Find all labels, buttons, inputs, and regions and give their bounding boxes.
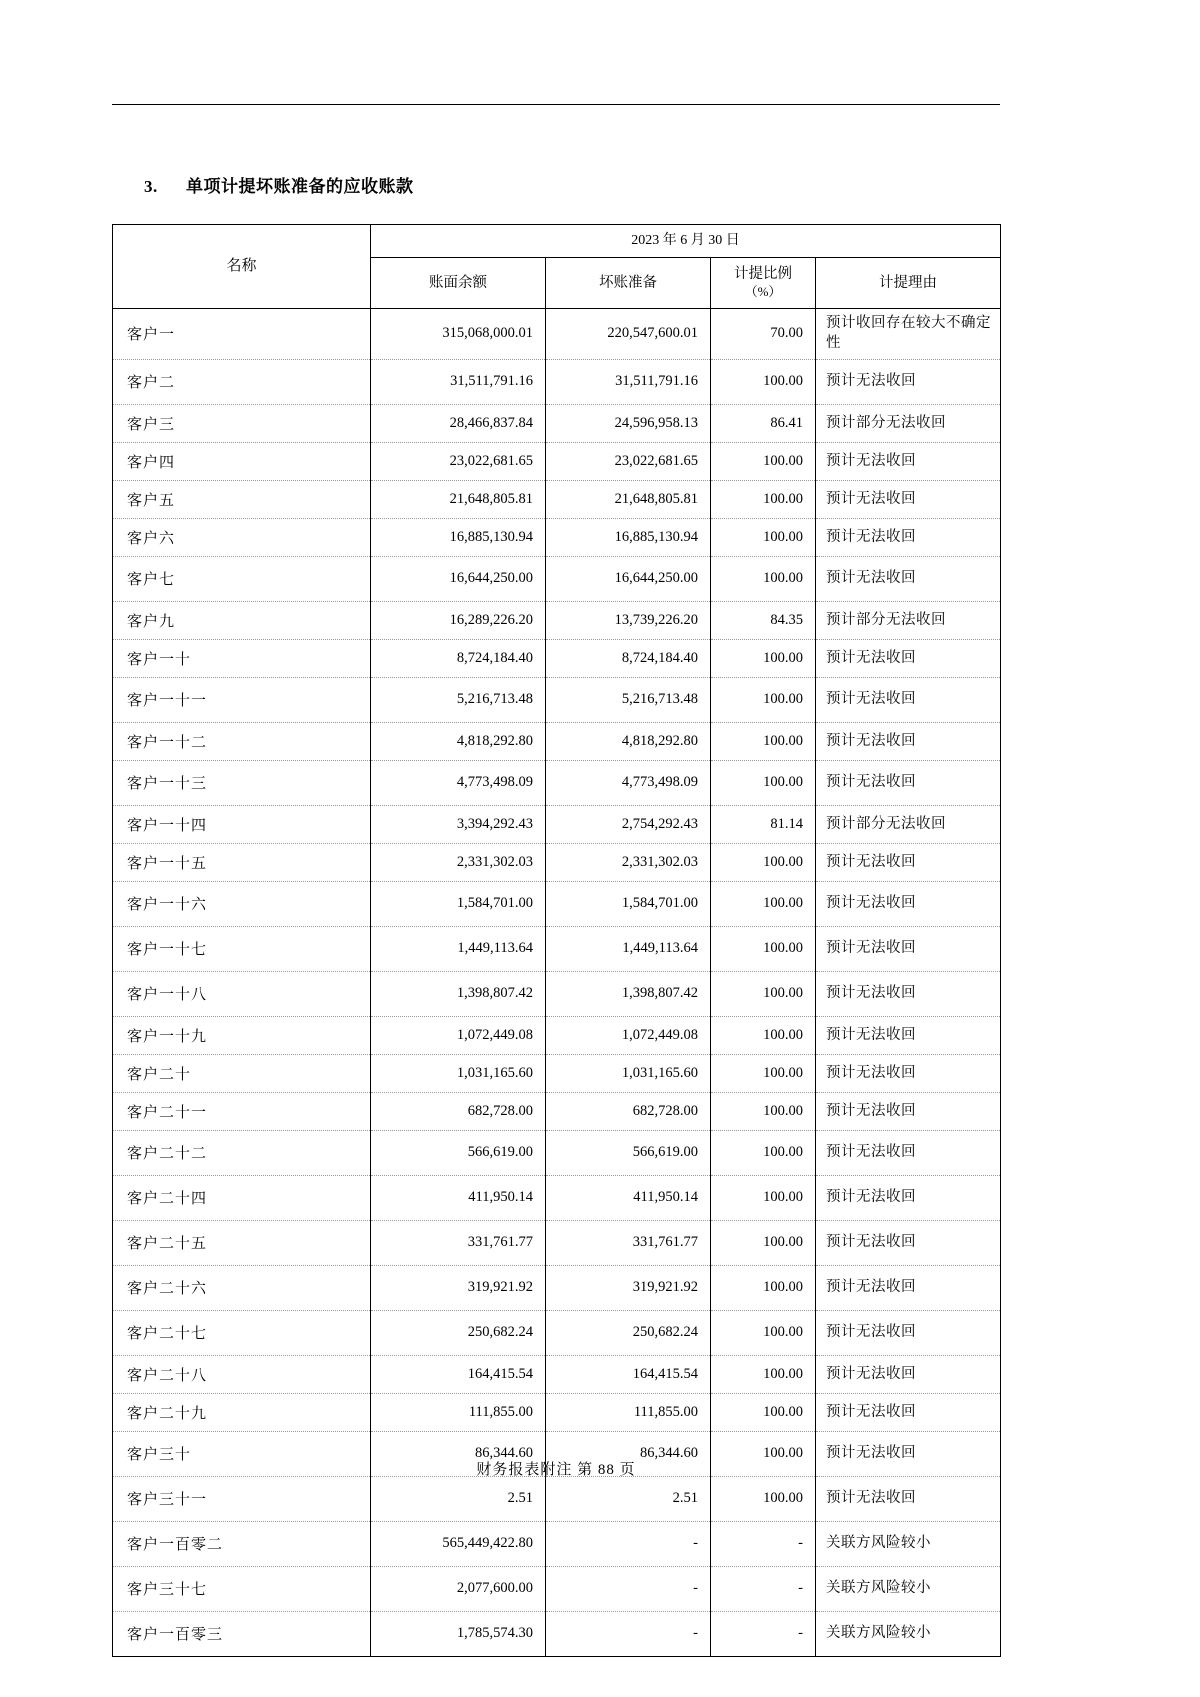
table-row [113, 1393, 1001, 1431]
cell-bad-debt-provision: 8,724,184.40 [546, 639, 711, 677]
table-row [113, 556, 1001, 601]
table-row [113, 1355, 1001, 1393]
cell-provision-reason: 预计无法收回 [816, 442, 1001, 480]
cell-book-balance: 8,724,184.40 [371, 639, 546, 677]
cell-customer-name: 客户三十一 [113, 1476, 371, 1521]
table-row [113, 1054, 1001, 1092]
cell-provision-ratio: 100.00 [711, 556, 816, 601]
cell-provision-ratio: 100.00 [711, 971, 816, 1016]
column-header-name: 名称 [113, 225, 371, 309]
cell-customer-name: 客户一十五 [113, 843, 371, 881]
cell-bad-debt-provision: 1,398,807.42 [546, 971, 711, 1016]
cell-provision-ratio: 84.35 [711, 601, 816, 639]
cell-customer-name: 客户二十七 [113, 1310, 371, 1355]
cell-book-balance: 250,682.24 [371, 1310, 546, 1355]
cell-customer-name: 客户二十八 [113, 1355, 371, 1393]
cell-provision-reason: 预计无法收回 [816, 639, 1001, 677]
table-row [113, 308, 1001, 359]
cell-book-balance: 3,394,292.43 [371, 805, 546, 843]
receivables-table [112, 224, 1001, 1657]
table-row [113, 480, 1001, 518]
table-row [113, 843, 1001, 881]
cell-provision-reason: 预计无法收回 [816, 1431, 1001, 1476]
table-body [113, 308, 1001, 1656]
cell-provision-reason: 预计无法收回 [816, 1092, 1001, 1130]
table-row [113, 1521, 1001, 1566]
cell-bad-debt-provision: 13,739,226.20 [546, 601, 711, 639]
cell-bad-debt-provision: 1,449,113.64 [546, 926, 711, 971]
cell-customer-name: 客户二十二 [113, 1130, 371, 1175]
cell-bad-debt-provision: 1,584,701.00 [546, 881, 711, 926]
cell-provision-reason: 预计无法收回 [816, 518, 1001, 556]
cell-book-balance: 1,031,165.60 [371, 1054, 546, 1092]
cell-customer-name: 客户三十 [113, 1431, 371, 1476]
cell-book-balance: 23,022,681.65 [371, 442, 546, 480]
cell-provision-ratio: 100.00 [711, 1220, 816, 1265]
cell-provision-ratio: - [711, 1611, 816, 1656]
cell-customer-name: 客户一十七 [113, 926, 371, 971]
cell-provision-reason: 预计无法收回 [816, 1175, 1001, 1220]
cell-book-balance: 1,398,807.42 [371, 971, 546, 1016]
cell-bad-debt-provision: 16,885,130.94 [546, 518, 711, 556]
cell-provision-ratio: 100.00 [711, 1130, 816, 1175]
table-row [113, 971, 1001, 1016]
cell-provision-reason: 预计无法收回 [816, 722, 1001, 760]
cell-bad-debt-provision: 1,031,165.60 [546, 1054, 711, 1092]
cell-provision-reason: 预计部分无法收回 [816, 404, 1001, 442]
table-row [113, 677, 1001, 722]
cell-customer-name: 客户一十六 [113, 881, 371, 926]
cell-customer-name: 客户一百零三 [113, 1611, 371, 1656]
cell-bad-debt-provision: 16,644,250.00 [546, 556, 711, 601]
cell-provision-ratio: 100.00 [711, 359, 816, 404]
cell-provision-reason: 预计无法收回 [816, 1220, 1001, 1265]
cell-bad-debt-provision: 4,818,292.80 [546, 722, 711, 760]
table-row [113, 359, 1001, 404]
cell-book-balance: 1,449,113.64 [371, 926, 546, 971]
table-row [113, 442, 1001, 480]
cell-book-balance: 111,855.00 [371, 1393, 546, 1431]
cell-provision-ratio: 100.00 [711, 518, 816, 556]
table-row [113, 1092, 1001, 1130]
cell-book-balance: 16,885,130.94 [371, 518, 546, 556]
table-row [113, 1130, 1001, 1175]
table-row [113, 404, 1001, 442]
table-row [113, 1310, 1001, 1355]
cell-customer-name: 客户一十二 [113, 722, 371, 760]
cell-bad-debt-provision: 24,596,958.13 [546, 404, 711, 442]
column-header-ratio [711, 258, 816, 309]
cell-bad-debt-provision: 4,773,498.09 [546, 760, 711, 805]
cell-bad-debt-provision: 86,344.60 [546, 1431, 711, 1476]
cell-provision-ratio: 100.00 [711, 926, 816, 971]
cell-provision-ratio: 100.00 [711, 760, 816, 805]
cell-provision-reason: 预计无法收回 [816, 677, 1001, 722]
cell-provision-ratio: - [711, 1521, 816, 1566]
cell-book-balance: 1,785,574.30 [371, 1611, 546, 1656]
page-content-area [112, 0, 1000, 1697]
section-heading [144, 172, 414, 197]
cell-provision-reason: 预计无法收回 [816, 760, 1001, 805]
cell-provision-ratio: 100.00 [711, 1054, 816, 1092]
cell-bad-debt-provision: 411,950.14 [546, 1175, 711, 1220]
cell-provision-reason: 预计无法收回 [816, 556, 1001, 601]
section-number: 3. [144, 177, 158, 196]
cell-book-balance: 21,648,805.81 [371, 480, 546, 518]
cell-provision-reason: 预计部分无法收回 [816, 805, 1001, 843]
cell-bad-debt-provision: 250,682.24 [546, 1310, 711, 1355]
cell-bad-debt-provision: 23,022,681.65 [546, 442, 711, 480]
cell-customer-name: 客户六 [113, 518, 371, 556]
cell-provision-reason: 关联方风险较小 [816, 1521, 1001, 1566]
cell-customer-name: 客户一 [113, 308, 371, 359]
cell-customer-name: 客户一十九 [113, 1016, 371, 1054]
table-row [113, 926, 1001, 971]
table-header [113, 225, 1001, 309]
table-row [113, 722, 1001, 760]
cell-customer-name: 客户一十八 [113, 971, 371, 1016]
cell-provision-reason: 预计无法收回 [816, 1265, 1001, 1310]
cell-book-balance: 2,331,302.03 [371, 843, 546, 881]
cell-provision-ratio: 100.00 [711, 1310, 816, 1355]
cell-book-balance: 31,511,791.16 [371, 359, 546, 404]
table-row [113, 760, 1001, 805]
cell-provision-reason: 预计无法收回 [816, 1355, 1001, 1393]
cell-bad-debt-provision: 566,619.00 [546, 1130, 711, 1175]
cell-provision-reason: 预计收回存在较大不确定性 [816, 308, 1001, 359]
cell-book-balance: 2.51 [371, 1476, 546, 1521]
cell-provision-ratio: 100.00 [711, 1016, 816, 1054]
cell-customer-name: 客户一十三 [113, 760, 371, 805]
cell-provision-ratio: 86.41 [711, 404, 816, 442]
cell-provision-ratio: 70.00 [711, 308, 816, 359]
cell-book-balance: 86,344.60 [371, 1431, 546, 1476]
cell-provision-ratio: 100.00 [711, 843, 816, 881]
cell-customer-name: 客户二 [113, 359, 371, 404]
cell-bad-debt-provision: 331,761.77 [546, 1220, 711, 1265]
cell-bad-debt-provision: 682,728.00 [546, 1092, 711, 1130]
cell-customer-name: 客户五 [113, 480, 371, 518]
cell-bad-debt-provision: - [546, 1566, 711, 1611]
cell-provision-ratio: 100.00 [711, 1393, 816, 1431]
cell-customer-name: 客户七 [113, 556, 371, 601]
cell-provision-ratio: 100.00 [711, 677, 816, 722]
cell-book-balance: 1,072,449.08 [371, 1016, 546, 1054]
cell-provision-ratio: 100.00 [711, 1175, 816, 1220]
table-row [113, 518, 1001, 556]
cell-customer-name: 客户二十一 [113, 1092, 371, 1130]
cell-book-balance: 5,216,713.48 [371, 677, 546, 722]
cell-bad-debt-provision: 164,415.54 [546, 1355, 711, 1393]
cell-provision-ratio: 100.00 [711, 881, 816, 926]
cell-customer-name: 客户一百零二 [113, 1521, 371, 1566]
column-header-date: 2023 年 6 月 30 日 [371, 225, 1001, 258]
cell-provision-reason: 预计无法收回 [816, 1054, 1001, 1092]
cell-provision-reason: 预计无法收回 [816, 1130, 1001, 1175]
column-header-reason: 计提理由 [816, 258, 1001, 309]
cell-book-balance: 565,449,422.80 [371, 1521, 546, 1566]
cell-book-balance: 164,415.54 [371, 1355, 546, 1393]
cell-provision-ratio: 100.00 [711, 722, 816, 760]
cell-customer-name: 客户四 [113, 442, 371, 480]
table-row [113, 1265, 1001, 1310]
cell-customer-name: 客户二十九 [113, 1393, 371, 1431]
cell-customer-name: 客户二十 [113, 1054, 371, 1092]
table-row [113, 1016, 1001, 1054]
cell-bad-debt-provision: 319,921.92 [546, 1265, 711, 1310]
cell-provision-ratio: 100.00 [711, 1092, 816, 1130]
cell-book-balance: 319,921.92 [371, 1265, 546, 1310]
cell-provision-ratio: 100.00 [711, 442, 816, 480]
cell-book-balance: 2,077,600.00 [371, 1566, 546, 1611]
table-row [113, 1175, 1001, 1220]
table-row [113, 639, 1001, 677]
cell-book-balance: 566,619.00 [371, 1130, 546, 1175]
cell-provision-reason: 预计无法收回 [816, 1310, 1001, 1355]
cell-book-balance: 4,773,498.09 [371, 760, 546, 805]
cell-bad-debt-provision: - [546, 1611, 711, 1656]
cell-provision-reason: 关联方风险较小 [816, 1611, 1001, 1656]
cell-provision-ratio: 100.00 [711, 1355, 816, 1393]
table-row [113, 881, 1001, 926]
table-header-row-1 [113, 225, 1001, 258]
ratio-label-line2: （%） [744, 284, 782, 300]
section-title: 单项计提坏账准备的应收账款 [186, 177, 414, 196]
cell-bad-debt-provision: 21,648,805.81 [546, 480, 711, 518]
table-row [113, 1611, 1001, 1656]
cell-provision-ratio: 100.00 [711, 1265, 816, 1310]
header-rule [112, 104, 1000, 105]
table-row [113, 601, 1001, 639]
cell-provision-reason: 预计无法收回 [816, 881, 1001, 926]
cell-book-balance: 682,728.00 [371, 1092, 546, 1130]
cell-book-balance: 315,068,000.01 [371, 308, 546, 359]
cell-customer-name: 客户一十一 [113, 677, 371, 722]
cell-book-balance: 4,818,292.80 [371, 722, 546, 760]
cell-bad-debt-provision: 5,216,713.48 [546, 677, 711, 722]
cell-customer-name: 客户九 [113, 601, 371, 639]
cell-book-balance: 411,950.14 [371, 1175, 546, 1220]
cell-provision-reason: 预计无法收回 [816, 359, 1001, 404]
cell-customer-name: 客户三 [113, 404, 371, 442]
cell-provision-ratio: 100.00 [711, 480, 816, 518]
cell-provision-reason: 预计无法收回 [816, 480, 1001, 518]
cell-customer-name: 客户三十七 [113, 1566, 371, 1611]
ratio-label-line1: 计提比例 [734, 266, 792, 283]
cell-provision-reason: 预计无法收回 [816, 1476, 1001, 1521]
cell-provision-ratio: - [711, 1566, 816, 1611]
cell-provision-ratio: 100.00 [711, 1431, 816, 1476]
cell-provision-reason: 预计无法收回 [816, 1393, 1001, 1431]
cell-book-balance: 1,584,701.00 [371, 881, 546, 926]
cell-bad-debt-provision: 31,511,791.16 [546, 359, 711, 404]
cell-customer-name: 客户二十六 [113, 1265, 371, 1310]
cell-provision-ratio: 81.14 [711, 805, 816, 843]
cell-provision-reason: 预计无法收回 [816, 1016, 1001, 1054]
cell-provision-ratio: 100.00 [711, 1476, 816, 1521]
cell-bad-debt-provision: 1,072,449.08 [546, 1016, 711, 1054]
cell-provision-reason: 预计无法收回 [816, 926, 1001, 971]
cell-book-balance: 16,644,250.00 [371, 556, 546, 601]
cell-book-balance: 28,466,837.84 [371, 404, 546, 442]
cell-bad-debt-provision: 220,547,600.01 [546, 308, 711, 359]
cell-bad-debt-provision: - [546, 1521, 711, 1566]
cell-customer-name: 客户二十五 [113, 1220, 371, 1265]
cell-provision-ratio: 100.00 [711, 639, 816, 677]
table-row [113, 1220, 1001, 1265]
column-header-provision: 坏账准备 [546, 258, 711, 309]
cell-customer-name: 客户一十 [113, 639, 371, 677]
cell-provision-reason: 预计部分无法收回 [816, 601, 1001, 639]
cell-customer-name: 客户二十四 [113, 1175, 371, 1220]
table-row [113, 1566, 1001, 1611]
cell-book-balance: 331,761.77 [371, 1220, 546, 1265]
cell-bad-debt-provision: 111,855.00 [546, 1393, 711, 1431]
table-row [113, 1476, 1001, 1521]
column-header-balance: 账面余额 [371, 258, 546, 309]
cell-bad-debt-provision: 2.51 [546, 1476, 711, 1521]
table-row [113, 805, 1001, 843]
cell-book-balance: 16,289,226.20 [371, 601, 546, 639]
cell-provision-reason: 预计无法收回 [816, 843, 1001, 881]
cell-provision-reason: 预计无法收回 [816, 971, 1001, 1016]
cell-provision-reason: 关联方风险较小 [816, 1566, 1001, 1611]
page-footer: 财务报表附注 第 88 页 [476, 1462, 636, 1478]
cell-customer-name: 客户一十四 [113, 805, 371, 843]
cell-bad-debt-provision: 2,754,292.43 [546, 805, 711, 843]
cell-bad-debt-provision: 2,331,302.03 [546, 843, 711, 881]
